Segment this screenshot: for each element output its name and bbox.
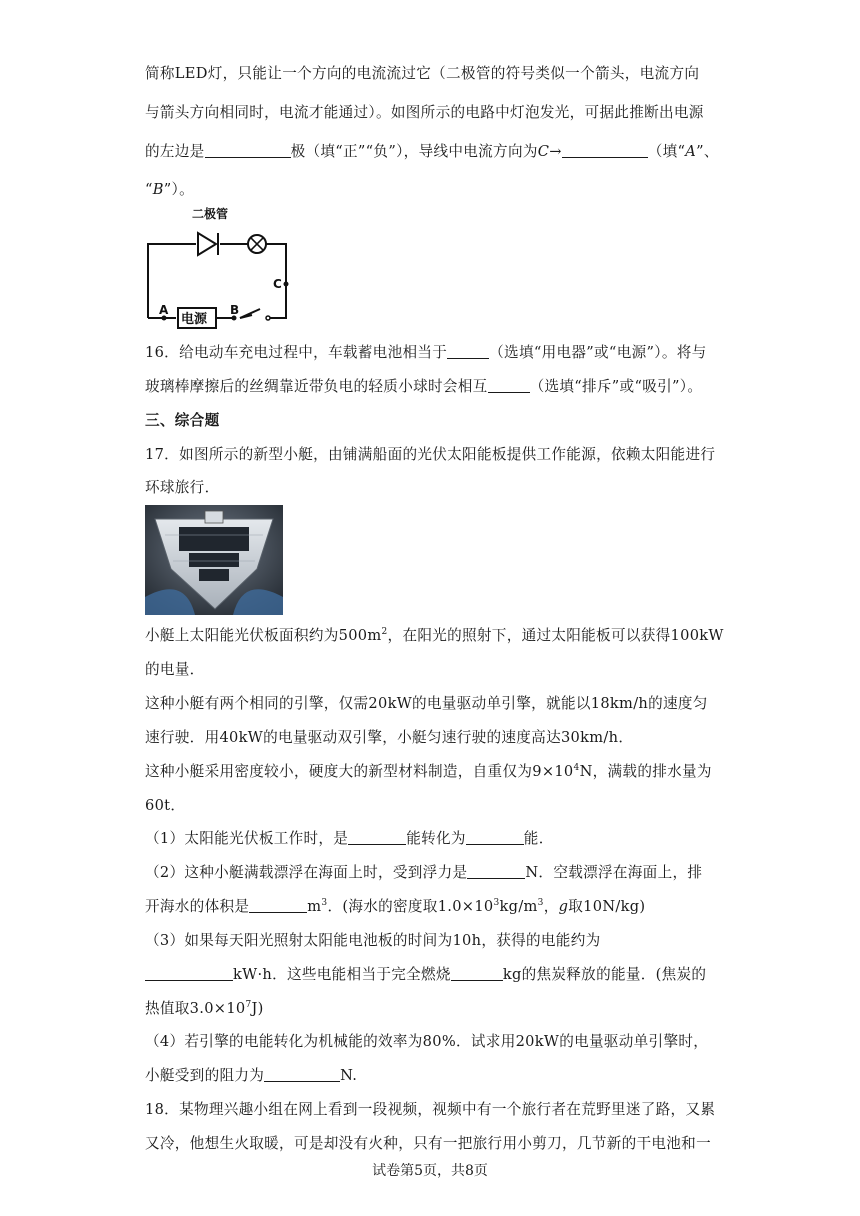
q16-text: 16．给电动车充电过程中，车载蓄电池相当于	[145, 344, 448, 361]
q17-text: 取10N/kg)	[568, 898, 646, 915]
q17-variable-g: g	[558, 898, 569, 915]
q15-line2: 与箭头方向相同时，电流才能通过）。如图所示的电路中灯泡发光，可据此推断出电源	[145, 104, 704, 121]
answer-blank[interactable]	[264, 1067, 340, 1082]
q17-text: 小艇上太阳能光伏板面积约为500m	[145, 627, 382, 644]
answer-blank[interactable]	[145, 966, 233, 981]
q17-text: J)	[251, 1000, 264, 1017]
q17-para1-line1	[145, 626, 724, 646]
q17-sub2-line2	[145, 897, 645, 917]
q17-text: kW·h．这些电能相当于完全燃烧	[233, 966, 451, 983]
q17-para3-line2: 60t．	[145, 797, 186, 814]
q17-text: 开海水的体积是	[145, 898, 250, 915]
q18-line1: 18．某物理兴趣小组在网上看到一段视频，视频中有一个旅行者在荒野里迷了路，又累	[145, 1101, 716, 1118]
q15-line4	[145, 180, 194, 200]
superscript: 3	[321, 898, 328, 908]
q17-sub3-line1: （3）如果每天阳光照射太阳能电池板的时间为10h，获得的电能约为	[145, 932, 601, 949]
switch	[240, 309, 260, 318]
q15-text: （填“	[647, 143, 686, 160]
answer-blank[interactable]	[451, 966, 503, 981]
q17-sub1	[145, 829, 554, 849]
q17-text: m	[307, 898, 322, 915]
q17-text: 这种小艇采用密度较小，硬度大的新型材料制造，自重仅为9×10	[145, 763, 574, 780]
superscript: 3	[537, 898, 544, 908]
q17-text: ．(海水的密度取1.0×10	[327, 898, 494, 915]
circuit-diagram	[140, 202, 300, 330]
q17-intro-line1: 17．如图所示的新型小艇，由铺满船面的光伏太阳能板提供工作能源，依赖太阳能进行	[145, 446, 716, 463]
point-c-label: C	[273, 277, 282, 291]
q15-line3	[145, 142, 719, 162]
answer-blank[interactable]	[205, 143, 291, 158]
section-heading: 三、综合题	[145, 412, 220, 429]
junction-dot	[284, 282, 289, 287]
q17-text: N，满载的排水量为	[579, 763, 712, 780]
point-a-label: A	[159, 303, 169, 317]
q16-text: 玻璃棒摩擦后的丝绸靠近带负电的轻质小球时会相互	[145, 378, 488, 395]
q17-text: 热值取3.0×10	[145, 1000, 246, 1017]
solar-boat-photo	[145, 505, 283, 615]
q17-text: kg的焦炭释放的能量．(焦炭的	[502, 966, 707, 983]
q15-arrow: →	[549, 143, 562, 160]
answer-blank[interactable]	[562, 143, 648, 158]
q15-text: 的左边是	[145, 143, 205, 160]
q16-line2	[145, 377, 702, 397]
q17-sub3-line2	[145, 965, 706, 985]
switch-contact	[266, 316, 270, 320]
answer-blank[interactable]	[488, 378, 530, 393]
q15-line1: 简称LED灯，只能让一个方向的电流流过它（二极管的符号类似一个箭头，电流方向	[145, 65, 700, 82]
q17-para2-line1: 这种小艇有两个相同的引擎，仅需20kW的电量驱动单引擎，就能以18km/h的速度匀	[145, 695, 708, 712]
q17-para2-line2: 速行驶．用40kW的电量驱动双引擎，小艇匀速行驶的速度高达30km/h．	[145, 729, 634, 746]
q17-para3-line1	[145, 762, 712, 782]
answer-blank[interactable]	[447, 344, 489, 359]
q17-sub4-line2	[145, 1066, 357, 1086]
q17-text: 能．	[523, 830, 554, 847]
q16-line1	[145, 343, 707, 363]
q17-text: 能转化为	[406, 830, 466, 847]
answer-blank[interactable]	[249, 898, 307, 913]
q15-text: ”、	[696, 143, 719, 160]
page-footer: 试卷第5页，共8页	[372, 1163, 488, 1179]
q17-intro-line2: 环球旅行．	[145, 479, 220, 496]
q17-text: （2）这种小艇满载漂浮在海面上时，受到浮力是	[145, 864, 468, 881]
answer-blank[interactable]	[466, 830, 524, 845]
q15-text: “	[145, 181, 153, 198]
power-source-label: 电源	[181, 312, 208, 327]
superscript: 3	[493, 898, 500, 908]
q15-point-c: C	[537, 143, 550, 160]
q15-point-b: B	[152, 181, 164, 198]
answer-blank[interactable]	[467, 864, 525, 879]
q17-text: kg/m	[499, 898, 538, 915]
q18-line2: 又冷，他想生火取暖，可是却没有火种，只有一把旅行用小剪刀，几节新的干电池和一	[145, 1135, 711, 1152]
q17-text: 小艇受到的阻力为	[145, 1067, 265, 1084]
q15-text: 极（填“正”“负”），导线中电流方向为	[290, 143, 538, 160]
superscript: 4	[573, 763, 580, 773]
q15-text: ”）。	[163, 181, 195, 198]
q17-text: ，在阳光的照射下，通过太阳能板可以获得100kW	[387, 627, 724, 644]
q16-text: （选填“排斥”或“吸引”）。	[529, 378, 703, 395]
q17-text: N．空载漂浮在海面上，排	[525, 864, 703, 881]
q17-text: N.	[340, 1067, 358, 1084]
q17-text: （1）太阳能光伏板工作时，是	[145, 830, 349, 847]
diode-symbol	[198, 233, 216, 255]
q17-para1-line2: 的电量．	[145, 661, 205, 678]
wire	[148, 244, 286, 318]
q17-sub4-line1: （4）若引擎的电能转化为机械能的效率为80%．试求用20kW的电量驱动单引擎时，	[145, 1033, 709, 1050]
q17-text: ，	[543, 898, 559, 915]
q16-text: （选填“用电器”或“电源”）。将与	[489, 344, 707, 361]
superscript: 2	[381, 627, 388, 637]
q17-sub3-line3	[145, 999, 264, 1019]
q15-point-a: A	[685, 143, 697, 160]
point-b-label: B	[230, 303, 240, 317]
diode-label: 二极管	[192, 207, 229, 221]
q17-sub2-line1	[145, 863, 702, 883]
superscript: 7	[245, 1000, 252, 1010]
answer-blank[interactable]	[348, 830, 406, 845]
